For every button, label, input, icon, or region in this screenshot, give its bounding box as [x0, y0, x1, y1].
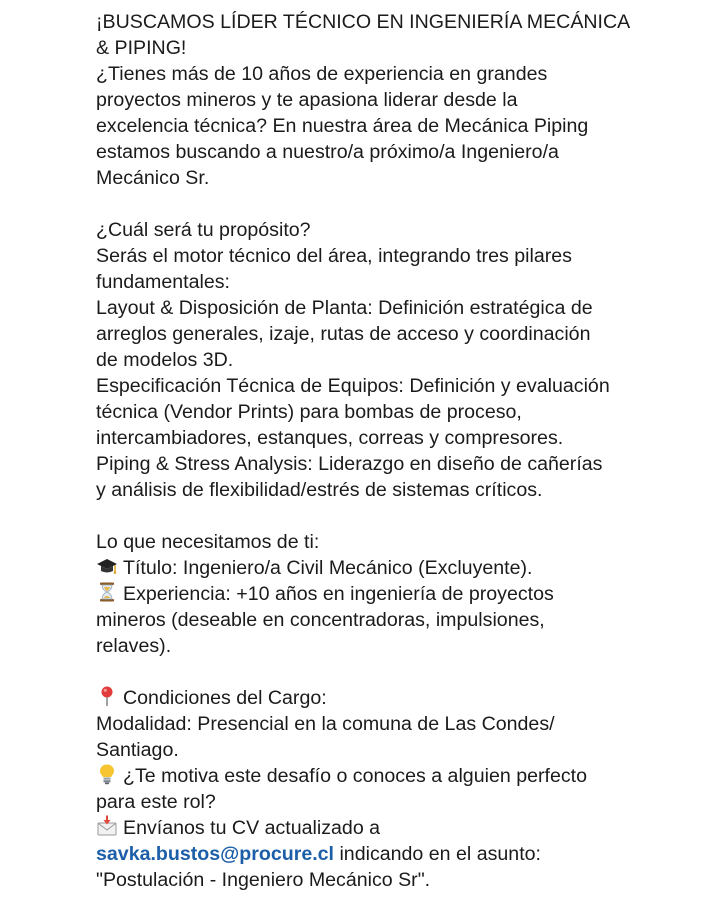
- purpose-line: Especificación Técnica de Equipos: Definición y evaluación: [96, 375, 610, 397]
- intro-line: proyectos mineros y te apasiona liderar desde la: [96, 89, 518, 111]
- spacer: [96, 503, 696, 529]
- requirement-experience: [96, 581, 696, 607]
- envelope-with-arrow-icon: [96, 815, 118, 837]
- purpose-line: de modelos 3D.: [96, 349, 234, 371]
- send-cv-text: Envíanos tu CV actualizado a: [123, 817, 381, 839]
- purpose-line: técnica (Vendor Prints) para bombas de proceso,: [96, 401, 522, 423]
- pushpin-icon: [96, 685, 118, 707]
- requirements-heading: Lo que necesitamos de ti:: [96, 531, 320, 553]
- email-link[interactable]: savka.bustos@procure.cl: [96, 843, 334, 865]
- modality-line: Modalidad: Presencial en la comuna de Las Condes/: [96, 713, 555, 735]
- intro-line: estamos buscando a nuestro/a próximo/a Ingeniero/a: [96, 141, 559, 163]
- intro-line: ¿Tienes más de 10 años de experiencia en grandes: [96, 63, 548, 85]
- light-bulb-icon: [96, 763, 118, 785]
- spacer: [96, 191, 696, 217]
- job-post: [96, 9, 696, 893]
- purpose-line: Piping & Stress Analysis: Liderazgo en diseño de cañerías: [96, 453, 603, 475]
- requirement-experience-cont: relaves).: [96, 635, 172, 657]
- intro-line: Mecánico Sr.: [96, 167, 210, 189]
- purpose-line: y análisis de flexibilidad/estrés de sistemas críticos.: [96, 479, 543, 501]
- motivation-text: ¿Te motiva este desafío o conoces a alguien perfecto: [123, 765, 587, 787]
- spacer: [96, 659, 696, 685]
- conditions-heading-text: Condiciones del Cargo:: [123, 687, 327, 709]
- email-suffix-text: indicando en el asunto:: [334, 843, 541, 865]
- requirement-title-text: Título: Ingeniero/a Civil Mecánico (Excluyente).: [123, 557, 533, 579]
- purpose-line: Layout & Disposición de Planta: Definición estratégica de: [96, 297, 593, 319]
- hourglass-icon: [96, 581, 118, 603]
- headline-line-2: & PIPING!: [96, 37, 187, 59]
- requirement-experience-text: Experiencia: +10 años en ingeniería de proyectos: [123, 583, 554, 605]
- requirement-title: [96, 555, 696, 581]
- headline-line-1: ¡BUSCAMOS LÍDER TÉCNICO EN INGENIERÍA MECÁNICA: [96, 11, 631, 33]
- subject-line: "Postulación - Ingeniero Mecánico Sr".: [96, 869, 431, 891]
- purpose-line: fundamentales:: [96, 271, 230, 293]
- purpose-line: Serás el motor técnico del área, integrando tres pilares: [96, 245, 572, 267]
- motivation-line: [96, 763, 696, 789]
- graduation-cap-icon: [96, 555, 118, 577]
- motivation-line-cont: para este rol?: [96, 791, 216, 813]
- intro-line: excelencia técnica? En nuestra área de Mecánica Piping: [96, 115, 589, 137]
- purpose-line: intercambiadores, estanques, correas y compresores.: [96, 427, 564, 449]
- purpose-heading: ¿Cuál será tu propósito?: [96, 219, 311, 241]
- conditions-heading: [96, 685, 696, 711]
- email-line: [96, 841, 696, 867]
- modality-line: Santiago.: [96, 739, 179, 761]
- send-cv-line: [96, 815, 696, 841]
- requirement-experience-cont: mineros (deseable en concentradoras, impulsiones,: [96, 609, 545, 631]
- purpose-line: arreglos generales, izaje, rutas de acceso y coordinación: [96, 323, 591, 345]
